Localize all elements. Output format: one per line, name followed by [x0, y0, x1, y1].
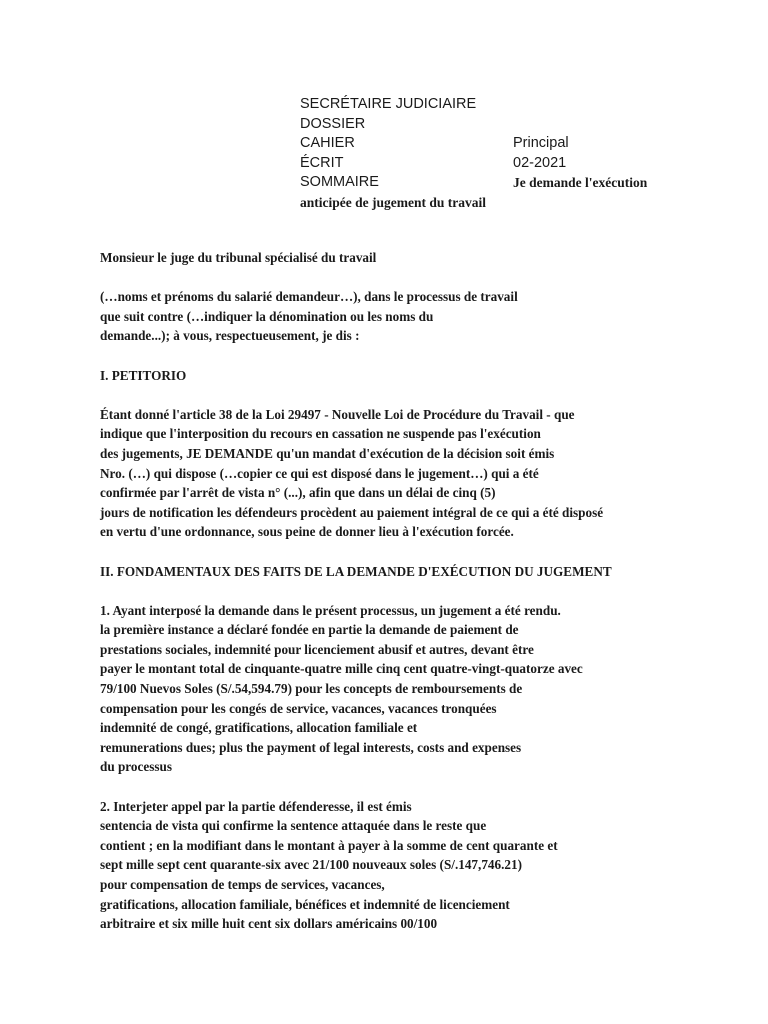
text-line: la première instance a déclaré fondée en partie la demande de paiement de — [100, 622, 519, 638]
text-line: gratifications, allocation familiale, bénéfices et indemnité de licenciement — [100, 896, 510, 912]
case-header — [300, 95, 680, 212]
text-line: (…noms et prénoms du salarié demandeur…), dans le processus de travail — [100, 289, 518, 305]
text-line: sentencia de vista qui confirme la sentence attaquée dans le reste que — [100, 818, 487, 834]
text-line: que suit contre (…indiquer la dénomination ou les noms du — [100, 308, 434, 324]
text-line: jours de notification les défendeurs procèdent au paiement intégral de ce qui a été disposé — [100, 504, 604, 520]
header-row-secretary — [300, 95, 680, 115]
header-row-ecrit — [300, 154, 680, 174]
facts-paragraph-2 — [100, 797, 700, 934]
text-line: 79/100 Nuevos Soles (S/.54,594.79) pour les concepts de remboursements de — [100, 681, 523, 697]
summary-continuation: anticipée de jugement du travail — [300, 194, 486, 210]
header-label: CAHIER — [300, 135, 355, 151]
text-line: des jugements, JE DEMANDE qu'un mandat d'exécution de la décision soit émis — [100, 445, 555, 461]
petitorio-paragraph — [100, 405, 700, 542]
letter-body — [100, 248, 700, 934]
text-line: 1. Ayant interposé la demande dans le présent processus, un jugement a été rendu. — [100, 602, 561, 618]
header-row-cahier — [300, 134, 680, 154]
text-line: demande...); à vous, respectueusement, je dis : — [100, 328, 360, 344]
header-value: Je demande l'exécution — [513, 175, 648, 190]
text-line: payer le montant total de cinquante-quatre mille cinq cent quatre-vingt-quatorze avec — [100, 661, 583, 677]
section-heading: I. PETITORIO — [100, 367, 187, 383]
text-line: 2. Interjeter appel par la partie défenderesse, il est émis — [100, 798, 412, 814]
header-value: Principal — [513, 135, 569, 151]
text-line: sept mille sept cent quarante-six avec 21/100 nouveaux soles (S/.147,746.21) — [100, 857, 522, 873]
text-line: remunerations dues; plus the payment of legal interests, costs and expenses — [100, 739, 522, 755]
text-line: Nro. (…) qui dispose (…copier ce qui est disposé dans le jugement…) qui a été — [100, 465, 539, 481]
header-label: SOMMAIRE — [300, 174, 379, 190]
section-heading: II. FONDAMENTAUX DES FAITS DE LA DEMANDE D'EXÉCUTION DU JUGEMENT — [100, 563, 612, 579]
text-line: indemnité de congé, gratifications, allocation familiale et — [100, 720, 418, 736]
text-line: arbitraire et six mille huit cent six dollars américains 00/100 — [100, 916, 438, 932]
header-row-sommaire — [300, 173, 680, 193]
text-line: confirmée par l'arrêt de vista n° (...), afin que dans un délai de cinq (5) — [100, 485, 496, 501]
text-line: compensation pour les congés de service, vacances, vacances tronquées — [100, 700, 497, 716]
header-value: 02-2021 — [513, 154, 567, 171]
text-line: en vertu d'une ordonnance, sous peine de donner lieu à l'exécution forcée. — [100, 524, 514, 540]
text-line: indique que l'interposition du recours en cassation ne suspende pas l'exécution — [100, 426, 541, 442]
header-row-dossier — [300, 115, 680, 135]
text-line: pour compensation de temps de services, vacances, — [100, 877, 385, 892]
text-line: prestations sociales, indemnité pour licenciement abusif et autres, devant être — [100, 641, 534, 657]
header-label: ÉCRIT — [300, 154, 344, 171]
intro-paragraph — [100, 287, 700, 346]
header-label: DOSSIER — [300, 115, 366, 132]
text-line: Étant donné l'article 38 de la Loi 29497 - Nouvelle Loi de Procédure du Travail - que — [100, 406, 575, 422]
text-line: du processus — [100, 759, 172, 775]
header-label: SECRÉTAIRE JUDICIAIRE — [300, 96, 477, 112]
text-line: contient ; en la modifiant dans le montant à payer à la somme de cent quarante et — [100, 837, 558, 853]
facts-paragraph-1 — [100, 601, 700, 777]
addressee: Monsieur le juge du tribunal spécialisé du travail — [100, 250, 377, 265]
